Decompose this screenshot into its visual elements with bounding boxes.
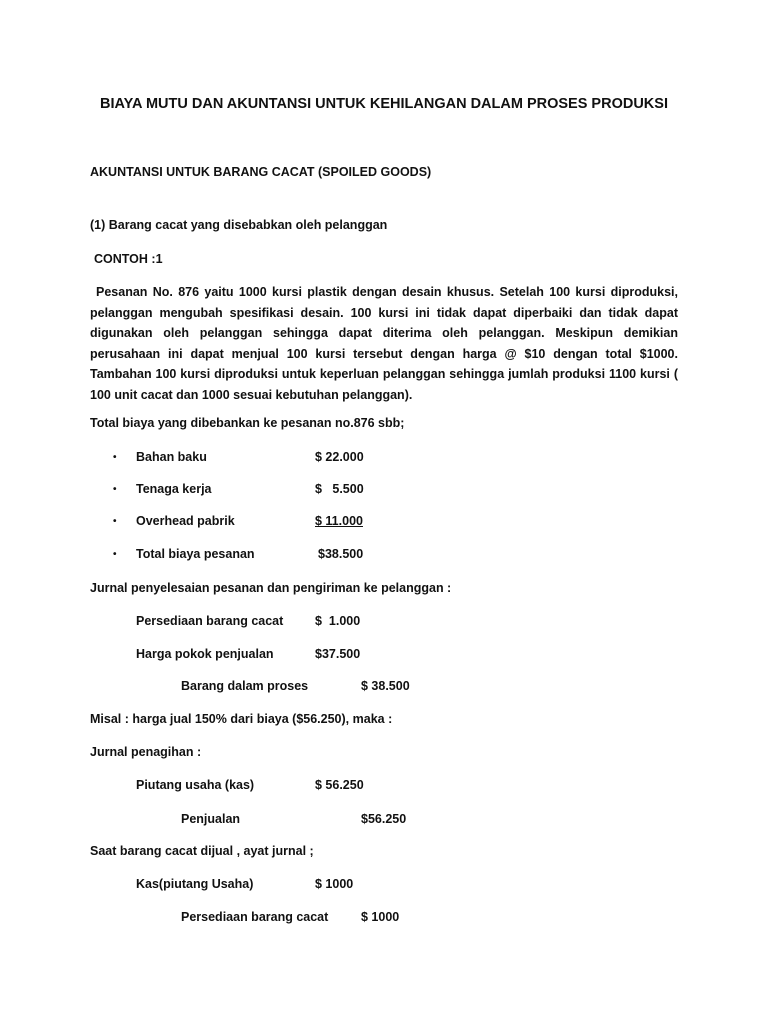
journal-credit-amount: $ 38.500 [361,679,410,693]
subheading: (1) Barang cacat yang disebabkan oleh pelanggan [90,218,388,232]
journal2-heading: Jurnal penagihan : [90,745,202,759]
bullet-icon: • [113,516,117,527]
example-paragraph [90,282,678,406]
cost-total-amount: $38.500 [318,547,364,561]
journal-credit-amount: $ 1000 [361,910,400,924]
bullet-icon: • [113,452,117,463]
journal3-heading: Saat barang cacat dijual , ayat jurnal ; [90,844,314,858]
journal-debit-label: Persediaan barang cacat [136,614,284,628]
cost-label: Tenaga kerja [136,482,212,496]
assumption-note: Misal : harga jual 150% dari biaya ($56.250), maka : [90,712,393,726]
journal-debit-label: Kas(piutang Usaha) [136,877,254,891]
journal-credit-label: Persediaan barang cacat [181,910,329,924]
bullet-icon: • [113,549,117,560]
journal-debit-amount: $ 56.250 [315,778,364,792]
journal-debit-amount: $37.500 [315,647,361,661]
cost-label: Bahan baku [136,450,207,464]
cost-amount: $ 5.500 [315,482,364,496]
cost-amount: $ 22.000 [315,450,364,464]
journal-debit-amount: $ 1.000 [315,614,361,628]
cost-label: Overhead pabrik [136,514,235,528]
journal1-heading: Jurnal penyelesaian pesanan dan pengiriman ke pelanggan : [90,581,452,595]
paragraph-text: Pesanan No. 876 yaitu 1000 kursi plastik dengan desain khusus. Setelah 100 kursi diproduksi, pelanggan mengubah spesifikasi desain. 100 kursi ini tidak dapat diperbaiki dan tidak dapat digunakan oleh pelanggan sehingga dapat diterima oleh pelanggan. Meskipun demikian perusahaan ini dapat menjual 100 kursi tersebut dengan harga @ $10 dengan total $1000. Tambahan 100 kursi diproduksi untuk keperluan pelanggan sehingga jumlah produksi 1100 kursi ( 100 unit cacat dan 1000 sesuai kebutuhan pelanggan). [90,285,678,402]
bullet-icon: • [113,484,117,495]
journal-credit-label: Barang dalam proses [181,679,309,693]
cost-amount-underlined: $ 11.000 [315,514,363,528]
journal-debit-label: Piutang usaha (kas) [136,778,255,792]
journal-debit-label: Harga pokok penjualan [136,647,274,661]
journal-debit-amount: $ 1000 [315,877,354,891]
cost-label: Total biaya pesanan [136,547,255,561]
document-title: BIAYA MUTU DAN AKUNTANSI UNTUK KEHILANGAN DALAM PROSES PRODUKSI [100,96,668,112]
journal-credit-label: Penjualan [181,812,241,826]
cost-intro: Total biaya yang dibebankan ke pesanan no.876 sbb; [90,416,405,430]
section-heading: AKUNTANSI UNTUK BARANG CACAT (SPOILED GOODS) [90,165,432,179]
example-label: CONTOH :1 [94,252,163,266]
journal-credit-amount: $56.250 [361,812,407,826]
